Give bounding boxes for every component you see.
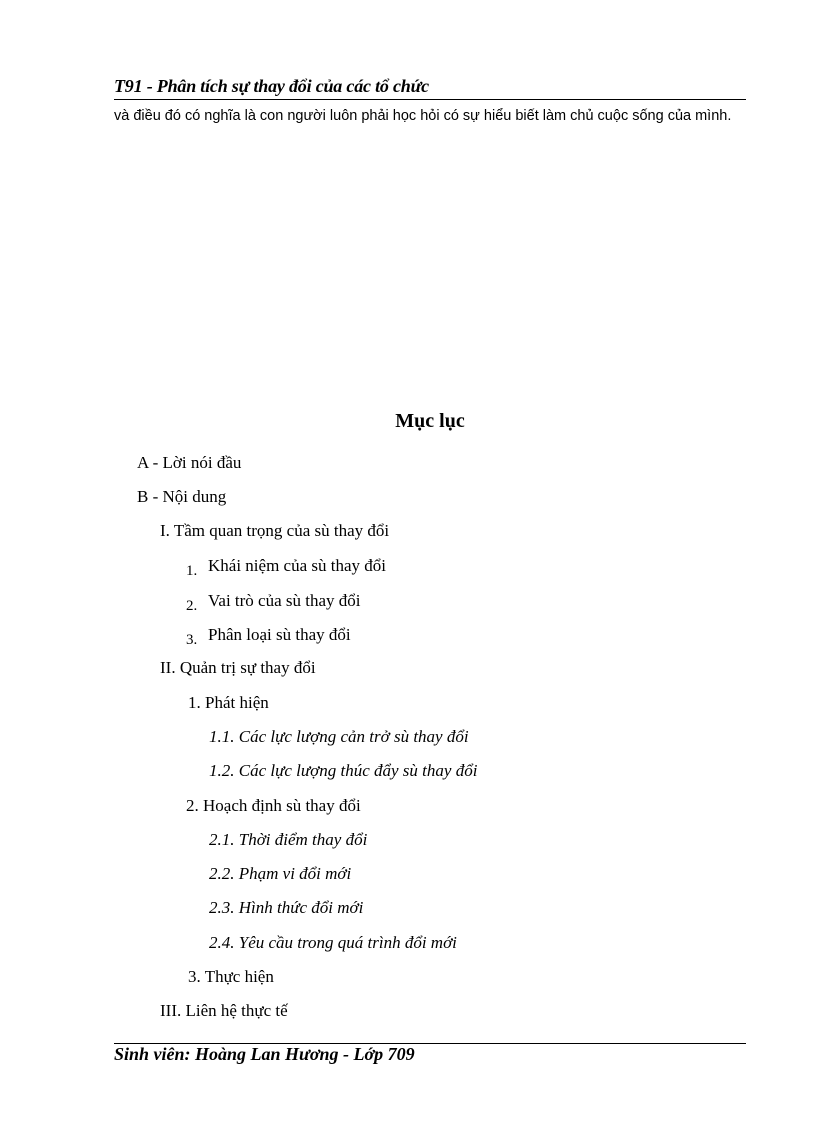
toc-item-i-1: [186, 555, 386, 582]
toc-title: Mục lục: [395, 410, 465, 432]
toc-item-ii-1-2: 1.2. Các lực lượng thúc đẩy sù thay đổi: [209, 761, 478, 780]
toc-item-number: 3.: [186, 632, 198, 648]
toc-item-a: A - Lời nói đầu: [137, 453, 242, 472]
body-paragraph: và điều đó có nghĩa là con người luôn phải học hỏi có sự hiểu biết làm chủ cuộc sống của mình.: [114, 108, 732, 124]
toc-item-ii-1-1: 1.1. Các lực lượng cản trở sù thay đổi: [209, 727, 469, 746]
page-header-title: T91 - Phân tích sự thay đổi của các tổ chức: [114, 76, 429, 96]
toc-item-ii: II. Quản trị sự thay đổi: [160, 658, 316, 677]
toc-item-label: Vai trò của sù thay đổi: [208, 591, 361, 610]
toc-item-number: 2.: [186, 598, 198, 614]
toc-item-ii-3: 3. Thực hiện: [188, 967, 274, 986]
toc-item-number: 1.: [186, 563, 198, 579]
toc-item-i-3: [186, 624, 351, 651]
toc-item-ii-2: 2. Hoạch định sù thay đổi: [186, 796, 361, 815]
toc-item-iii: III. Liên hệ thực tế: [160, 1001, 288, 1020]
toc-item-ii-2-3: 2.3. Hình thức đổi mới: [209, 898, 364, 917]
toc-item-ii-2-4: 2.4. Yêu cầu trong quá trình đổi mới: [209, 933, 457, 952]
toc-item-label: Khái niệm của sù thay đổi: [208, 556, 386, 575]
toc-item-i-2: [186, 590, 361, 617]
footer-student-info: Sinh viên: Hoàng Lan Hương - Lớp 709: [114, 1044, 415, 1064]
toc-item-ii-1: 1. Phát hiện: [188, 693, 269, 712]
toc-item-b: B - Nội dung: [137, 487, 227, 506]
toc-item-ii-2-1: 2.1. Thời điểm thay đổi: [209, 830, 368, 849]
toc-item-label: Phân loại sù thay đổi: [208, 625, 351, 644]
toc-item-i: I. Tầm quan trọng của sù thay đổi: [160, 521, 390, 540]
toc-item-ii-2-2: 2.2. Phạm vi đổi mới: [209, 864, 352, 883]
